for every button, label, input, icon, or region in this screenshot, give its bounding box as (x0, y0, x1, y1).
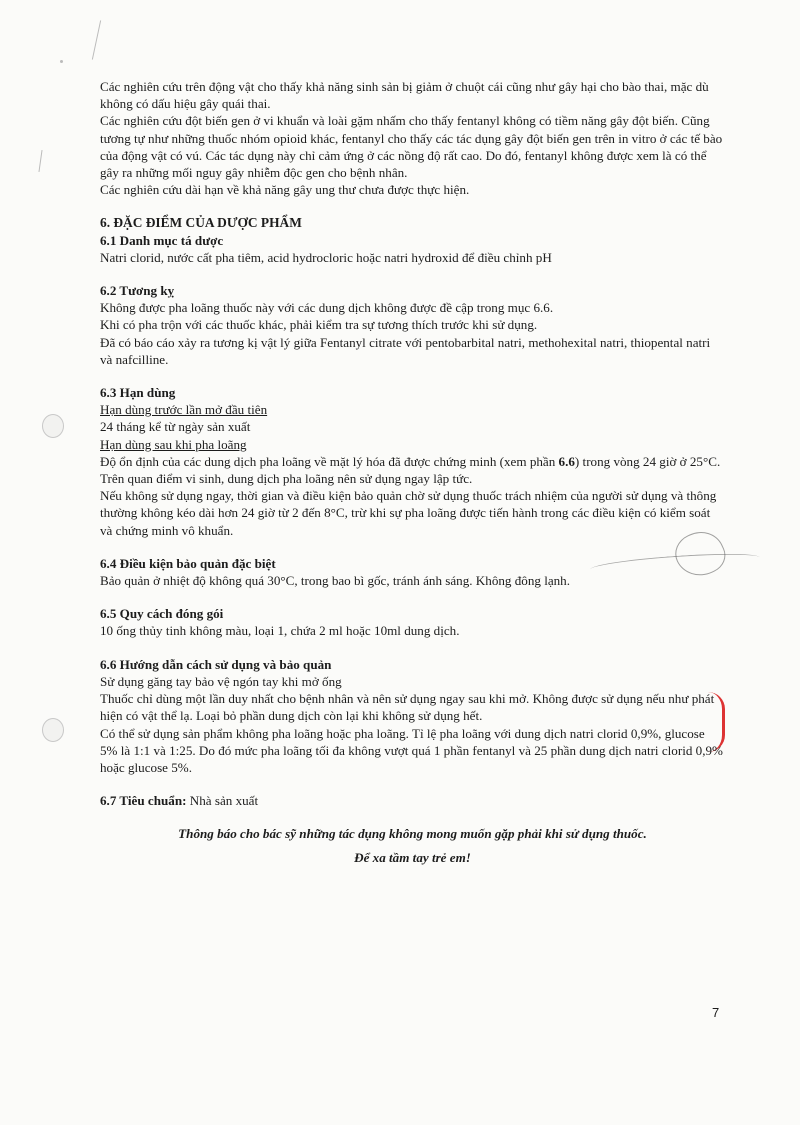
scan-mark (60, 60, 63, 63)
section-6-7 (100, 792, 725, 809)
section-6-4-text: Bảo quản ở nhiệt độ không quá 30°C, trong bao bì gốc, tránh ánh sáng. Không đông lạnh. (100, 573, 571, 589)
section-6-6-line-2: Thuốc chỉ dùng một lần duy nhất cho bệnh nhân và nên sử dụng ngay sau khi mở. Không được sử dụng nếu như phát hiện có vật thể lạ. Loại bỏ phần dung dịch còn lại khi không sử dụng hết. (100, 691, 715, 724)
section-6-title: 6. ĐẶC ĐIỂM CỦA DƯỢC PHẨM (100, 215, 302, 231)
paragraph-mutagenicity: Các nghiên cứu đột biến gen ở vi khuẩn và loài gặm nhấm cho thấy fentanyl không có tiềm năng gây đột biến. Cũng tương tự như những thuốc nhóm opioid khác, fentanyl cho thấy các tác dụng gây đột biến gen trên in vitro ở các tế bào của động vật có vú. Các tác dụng này chỉ cảm ứng ở các nồng độ rất cao. Do đó, fentanyl không được xem là có thể gây ra những mối nguy gây nhiễm độc gen cho bệnh nhân. (100, 113, 723, 181)
section-6-1-text: Natri clorid, nước cất pha tiêm, acid hydrocloric hoặc natri hydroxid để điều chỉnh pH (100, 249, 552, 265)
section-6-2-line-2: Khi có pha trộn với các thuốc khác, phải kiểm tra sự tương thích trước khi sử dụng. (100, 317, 538, 333)
section-6-3-subheading-1: Hạn dùng trước lần mở đầu tiên (100, 402, 268, 418)
stability-ref: 6.6 (558, 453, 575, 469)
adverse-effects-notice: Thông báo cho bác sỹ những tác dụng không mong muốn gặp phải khi sử dụng thuốc. (178, 826, 647, 842)
section-6-3-stability (100, 453, 725, 470)
section-6-6-title: 6.6 Hướng dẫn cách sử dụng và bảo quản (100, 656, 332, 672)
section-6-7-text: Nhà sản xuất (186, 793, 259, 809)
stability-text-c: ) trong vòng 24 giờ ở 25°C. (574, 453, 721, 469)
section-6-6-line-1: Sử dụng găng tay bảo vệ ngón tay khi mở ống (100, 673, 342, 689)
scan-mark (92, 20, 101, 59)
section-6-6-line-3: Có thể sử dụng sản phẩm không pha loãng hoặc pha loãng. Tỉ lệ pha loãng với dung dịch natri clorid 0,9%, glucose 5% là 1:1 và 1:25. Do đó mức pha loãng tối đa không vượt quá 1 phần fentanyl và 25 phần dung dịch natri clorid 0,9% hoặc glucose 5%. (100, 725, 723, 775)
section-6-2-line-1: Không được pha loãng thuốc này với các dung dịch không được đề cập trong mục 6.6. (100, 300, 554, 316)
section-6-3-subheading-2: Hạn dùng sau khi pha loãng (100, 436, 247, 452)
section-6-7-title: 6.7 Tiêu chuẩn: (100, 793, 187, 809)
scan-mark (38, 150, 42, 172)
punch-hole-bottom (42, 718, 64, 742)
keep-away-warning: Để xa tầm tay trẻ em! (354, 849, 471, 865)
section-6-4-title: 6.4 Điều kiện bảo quản đặc biệt (100, 555, 276, 571)
stability-text-a: Độ ổn định của các dung dịch pha loãng về mặt lý hóa đã được chứng minh (xem phần (100, 453, 559, 469)
page-number: 7 (712, 1005, 720, 1020)
document-body (100, 78, 725, 866)
paragraph-fertility: Các nghiên cứu trên động vật cho thấy khả năng sinh sản bị giảm ở chuột cái cũng như gây hại cho bào thai, mặc dù không có dấu hiệu gây quái thai. (100, 79, 709, 112)
section-6-1-title: 6.1 Danh mục tá dược (100, 232, 224, 248)
section-6-5-title: 6.5 Quy cách đóng gói (100, 606, 224, 622)
punch-hole-top (42, 414, 64, 438)
paragraph-carcinogenicity: Các nghiên cứu dài hạn về khả năng gây ung thư chưa được thực hiện. (100, 182, 470, 198)
section-6-3-line-4: Nếu không sử dụng ngay, thời gian và điều kiện bảo quản chờ sử dụng thuốc trách nhiệm của người sử dụng và thông thường không kéo dài hơn 24 giờ từ 2 đến 8°C, trừ khi sự pha loãng được tiến hành trong các điều kiện có kiểm soát và chứng minh vô khuẩn. (100, 488, 717, 538)
section-6-2-line-3: Đã có báo cáo xảy ra tương kị vật lý giữa Fentanyl citrate với pentobarbital natri, methohexital natri, thiopental natri và nafcilline. (100, 334, 711, 367)
section-6-3-line-1: 24 tháng kể từ ngày sản xuất (100, 419, 251, 435)
section-6-5-text: 10 ống thủy tinh không màu, loại 1, chứa 2 ml hoặc 10ml dung dịch. (100, 623, 460, 639)
section-6-3-line-3: Trên quan điểm vi sinh, dung dịch pha loãng nên sử dụng ngay lập tức. (100, 471, 473, 487)
section-6-3-title: 6.3 Hạn dùng (100, 385, 176, 401)
section-6-2-title: 6.2 Tương kỵ (100, 283, 175, 299)
